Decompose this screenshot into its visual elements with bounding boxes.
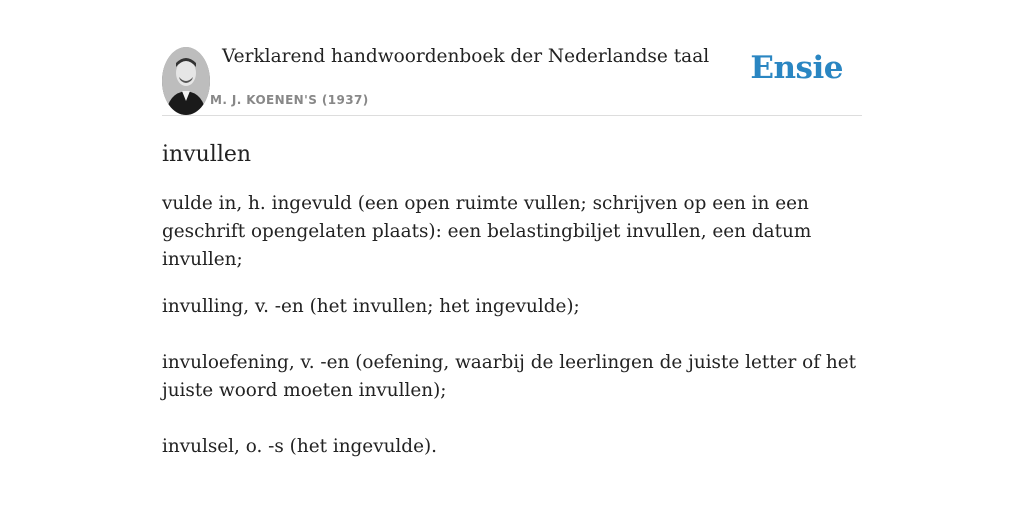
book-header <box>162 46 862 116</box>
book-title: Verklarend handwoordenboek der Nederlandse taal <box>222 46 710 67</box>
derivative-invulling: invulling, v. -en (het invullen; het ingevulde); <box>162 296 580 317</box>
author-portrait <box>162 47 210 115</box>
derivative-invulsel: invulsel, o. -s (het ingevulde). <box>162 436 437 457</box>
author-label: M. J. KOENEN'S (1937) <box>210 93 369 107</box>
derivative-invuloefening: invuloefening, v. -en (oefening, waarbij de leerlingen de juiste letter of het juiste woord moeten invullen); <box>162 352 857 401</box>
ensie-logo[interactable]: Ensie <box>750 50 843 86</box>
definition-paragraph: vulde in, h. ingevuld (een open ruimte vullen; schrijven op een in een geschrift opengelaten plaats): een belastingbiljet invullen, een datum invullen; <box>162 193 812 270</box>
portrait-image <box>162 47 210 115</box>
headword: invullen <box>162 142 252 167</box>
page-container <box>162 46 862 461</box>
